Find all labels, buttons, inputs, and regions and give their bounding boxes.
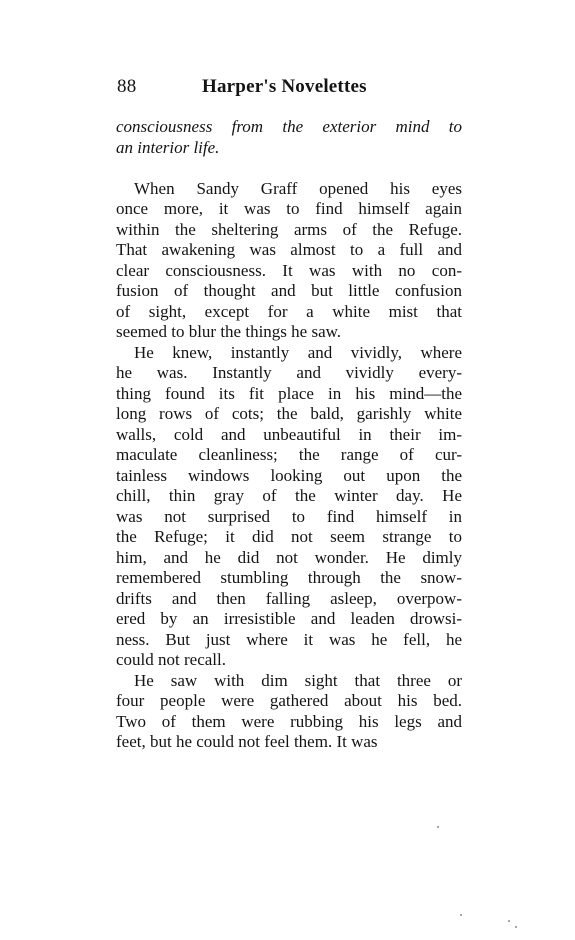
scan-speck <box>515 926 517 928</box>
paragraph <box>116 671 462 753</box>
text-line: ered by an irresistible and leaden drowsi- <box>116 609 462 628</box>
text-line: long rows of cots; the bald, garishly white <box>116 404 462 423</box>
text-line: once more, it was to find himself again <box>116 199 462 218</box>
text-line: was not surprised to find himself in <box>116 506 462 526</box>
text-line: He saw with dim sight that three or <box>134 670 462 690</box>
page-number: 88 <box>117 76 137 97</box>
text-line: tainless windows looking out upon the <box>116 465 462 485</box>
text-line: thing found its fit place in his mind—the <box>116 383 462 403</box>
text-line: drifts and then falling asleep, overpow- <box>116 588 462 608</box>
text-line: of sight, except for a white mist that <box>116 301 462 321</box>
paragraph <box>116 343 462 671</box>
text-line: chill, thin gray of the winter day. He <box>116 486 462 505</box>
text-line: ness. But just where it was he fell, he <box>116 629 462 649</box>
text-line: remembered stumbling through the snow- <box>116 568 462 587</box>
text-line: four people were gathered about his bed. <box>116 691 462 710</box>
text-line: an interior life. <box>116 137 220 157</box>
text-line: the Refuge; it did not seem strange to <box>116 527 462 546</box>
text-line: maculate cleanliness; the range of cur- <box>116 445 462 464</box>
text-line: seemed to blur the things he saw. <box>116 322 342 341</box>
scan-speck <box>508 920 510 922</box>
paragraph <box>116 117 462 158</box>
scan-speck <box>460 914 462 916</box>
text-line: feet, but he could not feel them. It was <box>116 732 378 751</box>
text-line: When Sandy Graff opened his eyes <box>134 178 462 198</box>
text-line: clear consciousness. It was with no con- <box>116 260 462 280</box>
running-title: Harper's Novelettes <box>202 76 367 97</box>
text-line: fusion of thought and but little confusion <box>116 281 462 300</box>
paragraph-gap <box>116 158 462 179</box>
text-line: consciousness from the exterior mind to <box>116 117 462 136</box>
body-text <box>116 117 462 753</box>
paragraph <box>116 179 462 343</box>
text-line: That awakening was almost to a full and <box>116 240 462 259</box>
text-line: He knew, instantly and vividly, where <box>134 342 462 362</box>
page-header <box>117 76 467 100</box>
scan-speck <box>437 826 439 828</box>
text-line: within the sheltering arms of the Refuge. <box>116 219 462 239</box>
text-line: could not recall. <box>116 650 226 669</box>
text-line: he was. Instantly and vividly every- <box>116 363 462 382</box>
text-line: him, and he did not wonder. He dimly <box>116 547 462 567</box>
text-line: walls, cold and unbeautiful in their im- <box>116 424 462 444</box>
text-line: Two of them were rubbing his legs and <box>116 711 462 731</box>
